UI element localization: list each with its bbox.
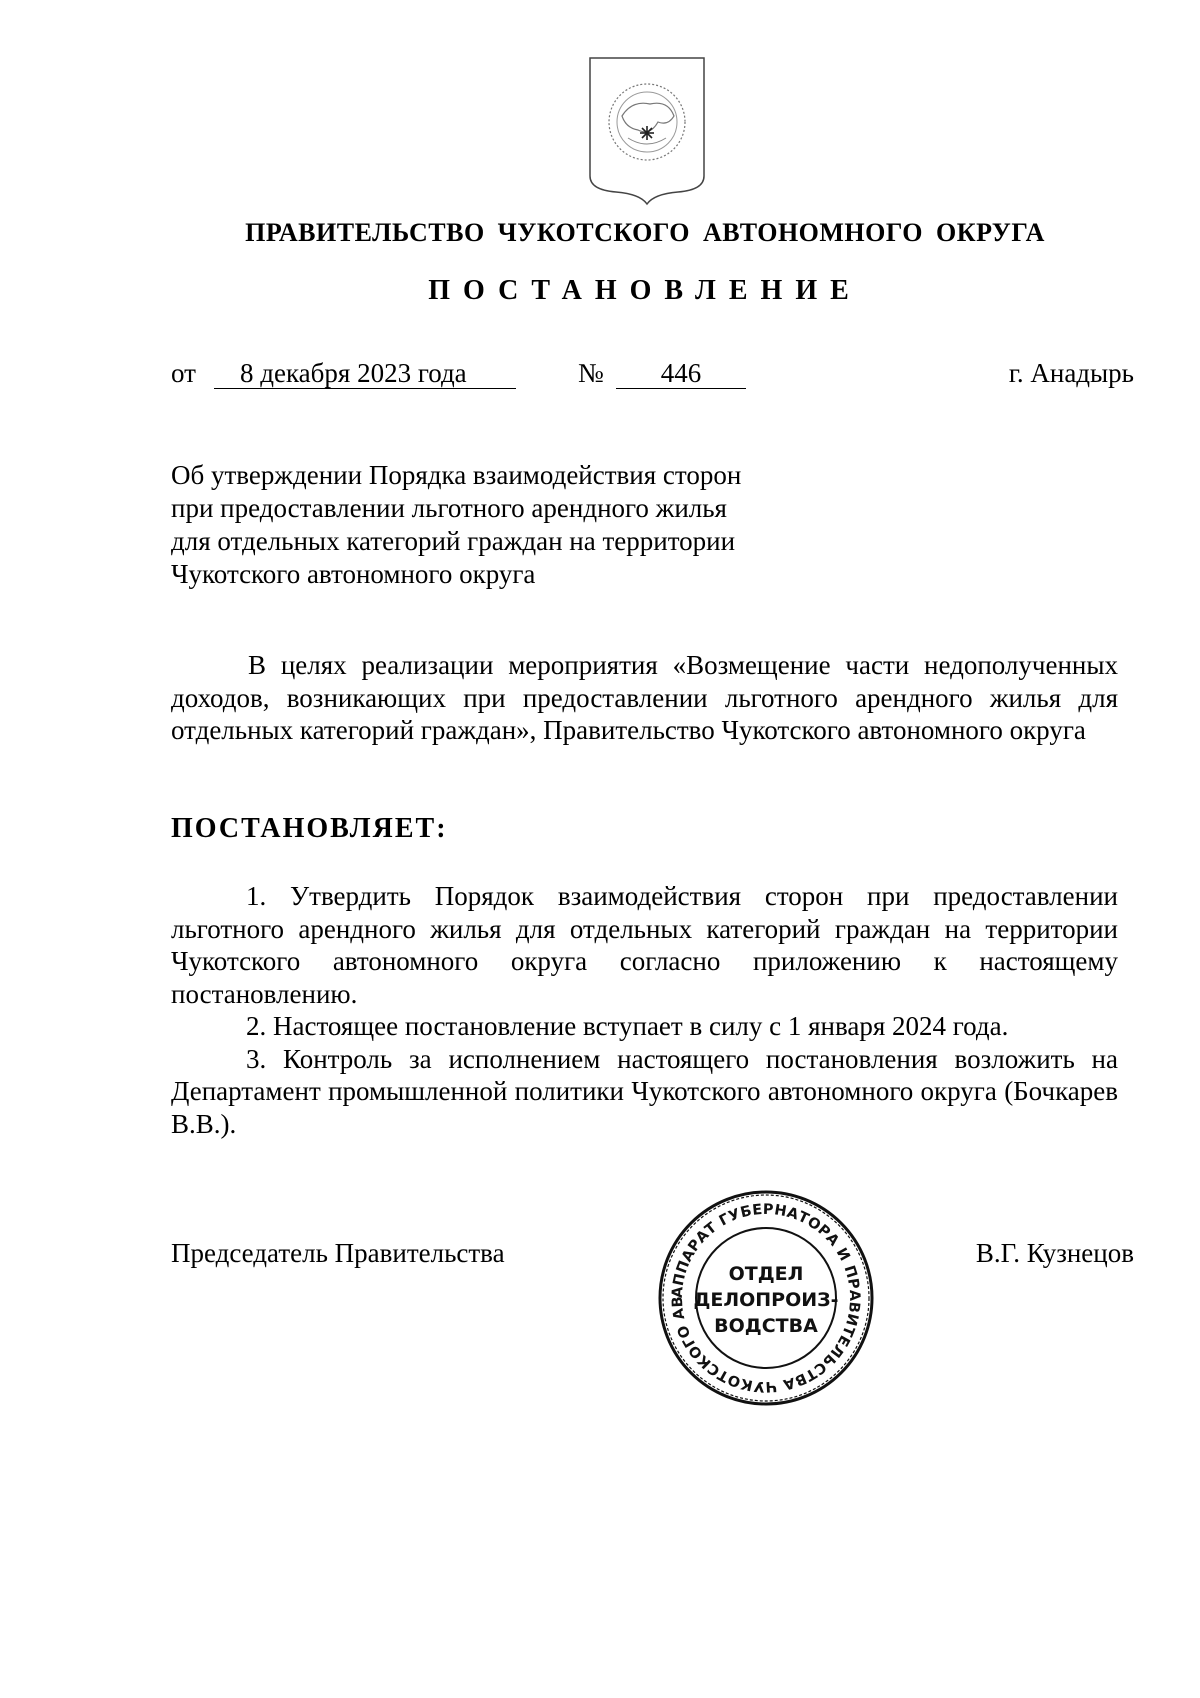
resolution-item-3: 3. Контроль за исполнением настоящего постановления возложить на Департамент промышленной политики Чукотского автономного округа (Бочкарев В.В.). bbox=[171, 1043, 1118, 1139]
resolution-item-1: 1. Утвердить Порядок взаимодействия сторон при предоставлении льготного арендного жилья для отдельных категорий граждан на территории Чукотского автономного округа согласно приложению к настоящему постановлению. bbox=[171, 881, 1118, 1009]
stamp-center-line-3: ВОДСТВА bbox=[714, 1315, 818, 1337]
signatory-name: В.Г. Кузнецов bbox=[975, 1238, 1134, 1268]
document-date: 8 декабря 2023 года bbox=[214, 358, 516, 389]
resolution-item-2: 2. Настоящее постановление вступает в силу с 1 января 2024 года. bbox=[246, 1011, 1009, 1041]
document-type: ПОСТАНОВЛЕНИЕ bbox=[428, 275, 862, 306]
document-subject: Об утверждении Порядка взаимодействия сторон при предоставлении льготного арендного жилья для отдельных категорий граждан на территории Чукотского автономного округа bbox=[171, 460, 742, 589]
preamble: В целях реализации мероприятия «Возмещение части недополученных доходов, возникающих при предоставлении льготного арендного жилья для отдельных категорий граждан», Правительство Чукотского автономного округа bbox=[171, 650, 1118, 745]
document-number: 446 bbox=[616, 358, 746, 389]
official-stamp bbox=[656, 1188, 876, 1408]
coat-of-arms-icon bbox=[588, 56, 706, 206]
stamp-center-line-2: ДЕЛОПРОИЗ- bbox=[693, 1289, 839, 1311]
signatory-title: Председатель Правительства bbox=[171, 1238, 505, 1268]
stamp-center-line-1: ОТДЕЛ bbox=[728, 1263, 804, 1285]
city: г. Анадырь bbox=[1008, 358, 1134, 388]
number-prefix: № bbox=[578, 358, 604, 388]
resolution-items bbox=[171, 880, 1118, 1140]
organization-title: ПРАВИТЕЛЬСТВО ЧУКОТСКОГО АВТОНОМНОГО ОКРУГА bbox=[245, 218, 1045, 247]
resolves-heading: ПОСТАНОВЛЯЕТ: bbox=[171, 813, 448, 844]
stamp-ring-text: АППАРАТ ГУБЕРНАТОРА И ПРАВИТЕЛЬСТВА ЧУКОТСКОГО АВ bbox=[669, 1201, 863, 1395]
date-prefix: от bbox=[171, 358, 196, 388]
